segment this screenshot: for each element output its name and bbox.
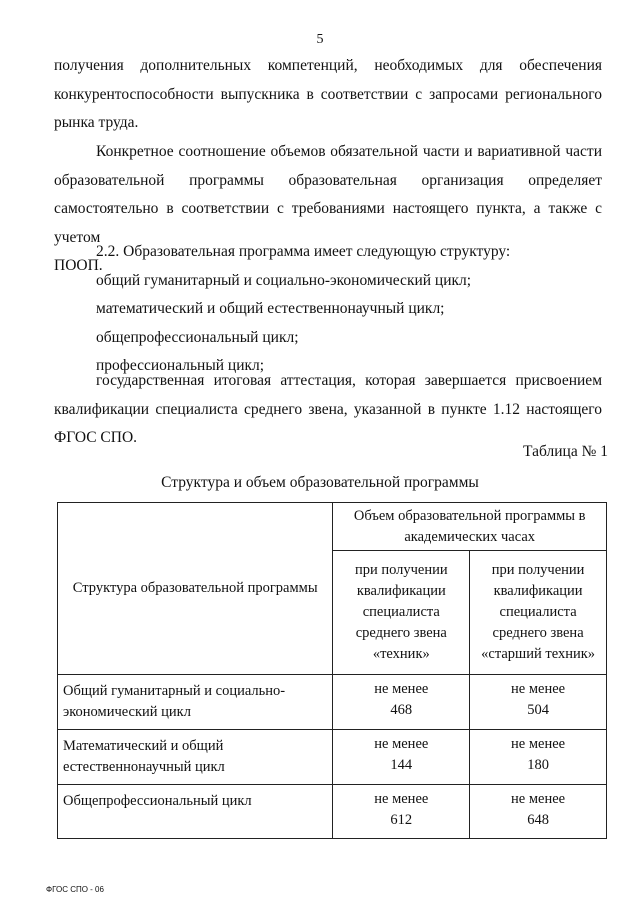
header-volume: Объем образовательной программы в академических часах [333, 503, 607, 551]
footer-code: ФГОС СПО - 06 [46, 885, 104, 894]
table-header-row [58, 503, 607, 551]
list-item: общий гуманитарный и социально-экономический цикл; [96, 271, 472, 289]
table-row [58, 785, 607, 839]
text-line: квалификации специалиста среднего звена, указанной в пункте 1.12 настоящего [54, 400, 602, 418]
table-number: Таблица № 1 [523, 443, 608, 460]
text-line: ПООП. [54, 257, 103, 275]
value-hours: 468 [390, 702, 413, 718]
list-item: общепрофессиональный цикл; [96, 328, 299, 346]
paragraph-attestation [54, 367, 602, 453]
row-name: Общепрофессиональный цикл [58, 785, 333, 839]
value-senior [470, 675, 607, 730]
value-prefix: не менее [511, 791, 566, 807]
list-item: профессиональный цикл; [96, 357, 265, 375]
page-number: 5 [316, 32, 324, 47]
list-item: математический и общий естественнонаучный цикл; [96, 300, 445, 318]
value-prefix: не менее [511, 681, 566, 697]
table-row [58, 730, 607, 785]
value-hours: 180 [527, 757, 549, 773]
text-line: ФГОС СПО. [54, 429, 138, 447]
paragraph-competencies [54, 52, 602, 138]
header-senior-technik: при получении квалификации специалиста среднего звена «старший техник» [470, 551, 607, 675]
value-hours: 648 [527, 812, 549, 828]
table-title: Структура и объем образовательной программы [161, 474, 479, 491]
value-prefix: не менее [374, 681, 429, 697]
text-line: образовательной программы образовательная организация определяет [54, 171, 602, 189]
text-line: государственная итоговая аттестация, которая завершается присвоением [96, 372, 602, 389]
value-prefix: не менее [374, 791, 429, 807]
value-senior [470, 785, 607, 839]
value-hours: 504 [527, 702, 549, 718]
structure-table [57, 502, 607, 839]
section-heading: 2.2. Образовательная программа имеет следующую структуру: [96, 243, 511, 260]
text-line: получения дополнительных компетенций, необходимых для обеспечения [54, 57, 602, 74]
row-name: Математический и общий естественнонаучный цикл [58, 730, 333, 785]
value-prefix: не менее [374, 736, 429, 752]
value-senior [470, 730, 607, 785]
section-2-2 [54, 238, 602, 381]
header-structure: Структура образовательной программы [58, 503, 333, 675]
value-hours: 144 [390, 757, 413, 773]
text-line: самостоятельно в соответствии с требованиями настоящего пункта, а также с учетом [54, 200, 602, 246]
text-line: рынка труда. [54, 114, 139, 132]
row-name: Общий гуманитарный и социально-экономический цикл [58, 675, 333, 730]
value-hours: 612 [390, 812, 413, 828]
value-technik [333, 785, 470, 839]
text-line: Конкретное соотношение объемов обязательной части и вариативной части [96, 143, 602, 160]
text-line: конкурентоспособности выпускника в соответствии с запросами регионального [54, 85, 602, 103]
table-row [58, 675, 607, 730]
value-technik [333, 675, 470, 730]
header-technik: при получении квалификации специалиста среднего звена «техник» [333, 551, 470, 675]
value-prefix: не менее [511, 736, 566, 752]
value-technik [333, 730, 470, 785]
